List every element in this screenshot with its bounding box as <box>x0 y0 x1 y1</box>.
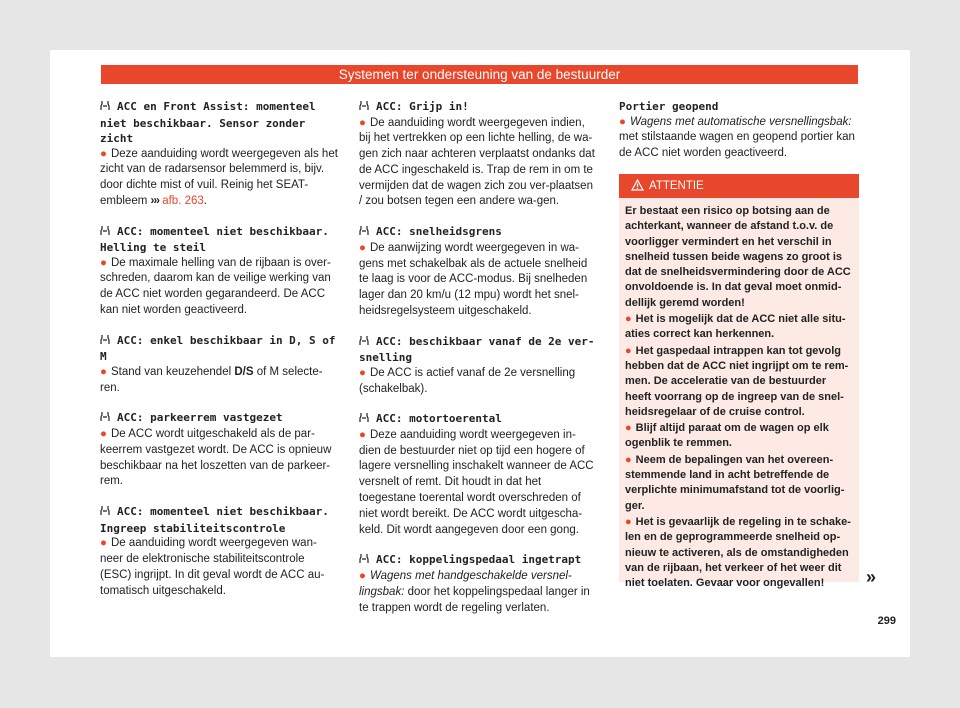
section-title: ACC: momenteel niet beschikbaar. Ingreep stabiliteitscontrole <box>100 505 329 535</box>
column-3 <box>619 99 859 176</box>
section-text: ● Deze aanduiding wordt weergegeven als het zicht van de radarsensor belemmerd is, bijv. door dichte mist of vuil. Reinig het SEAT-embleem ››› afb. 263. <box>100 147 338 207</box>
bullet-icon: ● <box>359 428 366 441</box>
warning-body <box>619 198 859 591</box>
bullet-icon: ● <box>359 569 366 582</box>
section-title: ACC: Grijp in! <box>359 99 597 116</box>
section-title: ACC en Front Assist: momenteel niet beschikbaar. Sensor zonder zicht <box>100 100 316 145</box>
section-text: ● De ACC wordt uitgeschakeld als de par-keerrem vastgezet wordt. De ACC is opnieuw beschikbaar na het loszetten van de parkeer-rem. <box>100 427 332 488</box>
section-title: ACC: enkel beschikbaar in D, S of M <box>100 333 336 364</box>
warning-bullet: ● Het is gevaarlijk de regeling in te schake-len en de geprogrammeerde snelheid op-nieuw te activeren, als de omstandigheden van de rijbaan, het verkeer of het weer dit niet toelaten. Gevaar voor ongevallen! <box>625 515 851 590</box>
car-warning-icon <box>359 412 369 428</box>
car-warning-icon <box>359 553 369 569</box>
bullet-icon: ● <box>625 313 632 326</box>
page <box>50 50 910 657</box>
bullet-icon: ● <box>100 365 107 378</box>
car-warning-icon <box>100 225 110 241</box>
page-number: 299 <box>877 615 896 627</box>
section-title: ACC: parkeerrem vastgezet <box>100 410 338 427</box>
car-warning-icon <box>359 100 369 116</box>
section-grijp-in <box>359 99 597 210</box>
section-koppelingspedaal <box>359 552 597 616</box>
bullet-icon: ● <box>625 422 632 435</box>
car-warning-icon <box>100 411 110 427</box>
bullet-icon: ● <box>625 515 632 528</box>
bullet-icon: ● <box>359 116 366 129</box>
bullet-icon: ● <box>359 241 366 254</box>
bullet-icon: ● <box>625 453 632 466</box>
car-warning-icon <box>359 225 369 241</box>
warning-header <box>619 174 859 198</box>
section-text: ● De maximale helling van de rijbaan is over-schreden, daarom kan de veilige werking van de ACC niet worden gegarandeerd. De ACC kan niet worden geactiveerd. <box>100 256 331 317</box>
section-text: ● De aanduiding wordt weergegeven wan-neer de elektronische stabiliteitscontrole (ESC) ingrijpt. In dit geval wordt de ACC au-tomatisch uitgeschakeld. <box>100 537 325 597</box>
section-title: ACC: motortoerental <box>359 411 597 428</box>
section-text: ● Wagens met handgeschakelde versnel-lingsbak: door het koppelingspedaal langer in te trappen wordt de regeling verlaten. <box>359 569 590 614</box>
section-title: ACC: koppelingspedaal ingetrapt <box>359 552 597 569</box>
bullet-icon: ● <box>100 147 107 160</box>
section-portier <box>619 99 859 162</box>
section-text: ● De aanduiding wordt weergegeven indien, bij het vertrekken op een lichte helling, de wa-gen zich naar achteren verplaatst ondanks dat de ACC ingeschakeld is. Trap de rem in om te vermijden dat de wagen zich zou ver-plaatsen / zou botsen tegen een andere wa-gen. <box>359 116 595 208</box>
car-warning-icon <box>359 335 369 351</box>
bullet-icon: ● <box>100 427 107 440</box>
section-2e-versnelling <box>359 334 597 398</box>
warning-intro: Er bestaat een risico op botsing aan de achterkant, wanneer de afstand t.o.v. de voorligger vermindert en het verschil in snelheid tussen beide wagens zo groot is dat de snelheidsvermindering door de ACC onvoldoende is. In dat geval moet onmid-dellijk geremd worden! <box>625 205 851 309</box>
section-title: ACC: snelheidsgrens <box>359 224 597 241</box>
bullet-icon: ● <box>619 115 626 128</box>
section-text: ● Stand van keuzehendel D/S of M selecte-ren. <box>100 365 323 394</box>
figure-link[interactable]: afb. 263 <box>162 194 204 207</box>
section-title: ACC: beschikbaar vanaf de 2e ver-snelling <box>359 334 595 365</box>
section-title: Portier geopend <box>619 100 719 113</box>
car-warning-icon <box>100 505 110 521</box>
column-2 <box>359 99 597 630</box>
page-header: Systemen ter ondersteuning van de bestuurder <box>101 65 858 84</box>
section-helling <box>100 224 338 319</box>
car-warning-icon <box>100 100 110 116</box>
warning-box <box>619 174 876 590</box>
section-text: ● De ACC is actief vanaf de 2e versnelling (schakelbak). <box>359 366 576 395</box>
section-title: ACC: momenteel niet beschikbaar. Helling te steil <box>100 224 329 255</box>
warning-label: ATTENTIE <box>649 180 704 192</box>
section-sensor-zicht <box>100 99 338 210</box>
section-text: ● Wagens met automatische versnellingsbak: met stilstaande wagen en geopend portier kan de ACC niet worden geactiveerd. <box>619 115 855 160</box>
section-text: ● De aanwijzing wordt weergegeven in wa-gens met schakelbak als de actuele snelheid te laag is voor de ACC-modus. Bij snelheden lager dan 20 km/u (12 mpu) wordt het snel-heidsregelsysteem uitgeschakeld. <box>359 241 588 317</box>
car-warning-icon <box>100 334 110 350</box>
link-arrow-icon: ››› <box>150 194 160 207</box>
warning-bullet: ● Het gaspedaal intrappen kan tot gevolg hebben dat de ACC niet ingrijpt om te rem-men. De acceleratie van de bestuurder heeft voorrang op de ingreep van de snel-heidsregelaar of de cruise control. <box>625 344 849 418</box>
section-stabiliteitscontrole <box>100 504 338 599</box>
section-keuzehendel <box>100 333 338 397</box>
bullet-icon: ● <box>100 256 107 269</box>
warning-bullet: ● Neem de bepalingen van het overeen-stemmende land in acht betreffende de verplichte minimumafstand tot de voorlig-ger. <box>625 453 845 512</box>
warning-triangle-icon <box>631 179 644 191</box>
bullet-icon: ● <box>359 366 366 379</box>
bullet-icon: ● <box>625 344 632 357</box>
column-1 <box>100 99 338 613</box>
section-text: ● Deze aanduiding wordt weergegeven in-dien de bestuurder niet op tijd een hogere of lagere versnelling inschakelt wanneer de ACC versnelt of remt. Dit houdt in dat het toegestane toerental wordt overschreden of niet wordt bereikt. De ACC wordt uitgescha-keld. Dit wordt aangegeven door een gong. <box>359 428 594 536</box>
section-snelheidsgrens <box>359 224 597 319</box>
warning-bullet: ● Het is mogelijk dat de ACC niet alle situ-aties correct kan herkennen. <box>625 313 846 341</box>
section-motortoerental <box>359 411 597 538</box>
warning-bullet: ● Blijf altijd paraat om de wagen op elk ogenblik te remmen. <box>625 422 829 450</box>
bullet-icon: ● <box>100 537 107 550</box>
continue-icon: » <box>865 567 876 587</box>
section-parkeerrem <box>100 410 338 490</box>
